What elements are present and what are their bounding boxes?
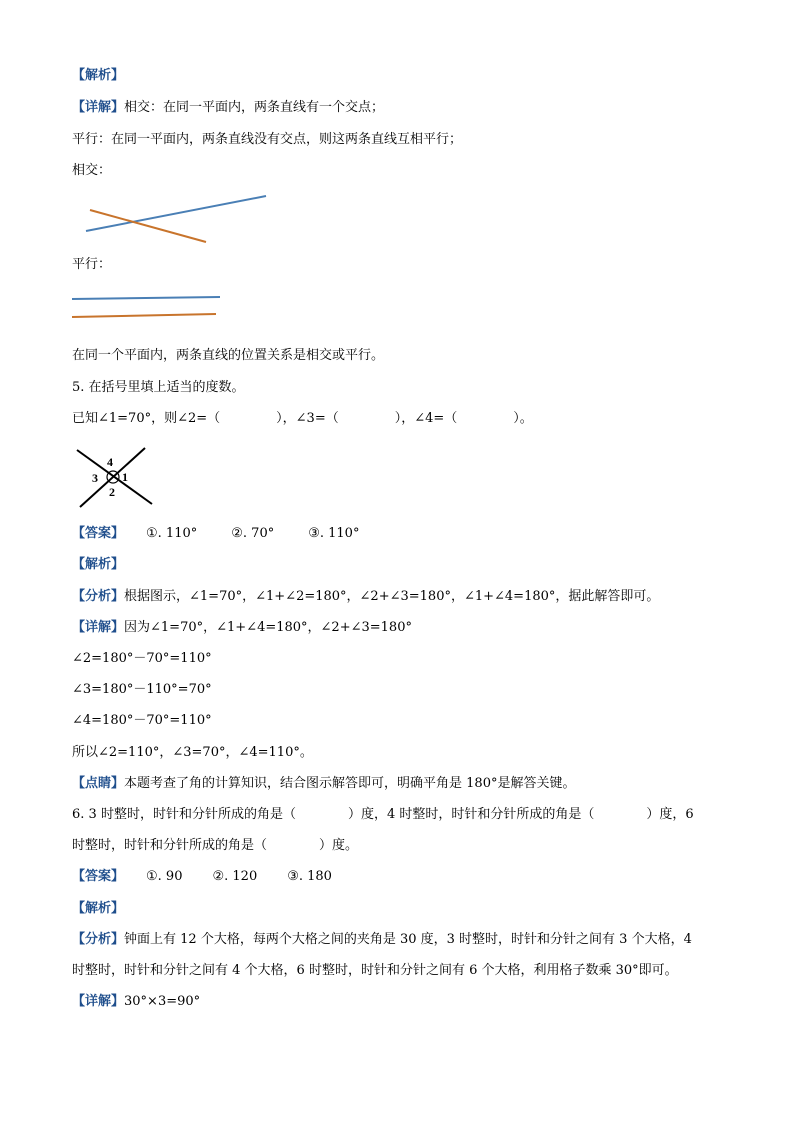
q6-xiangjie-line (72, 994, 200, 1010)
q5-answer-1: ①. 110° (146, 526, 198, 541)
q5-question: 5. 在括号里填上适当的度数。 (72, 380, 245, 395)
q6-fenxi-line-2: 时整时，时针和分针之间有 4 个大格，6 时整时，时针和分针之间有 6 个大格，利用格子数乘 30°即可。 (72, 963, 678, 978)
xiangjie-tag: 【详解】 (72, 994, 125, 1009)
q5-given-b: ），∠3=（ (276, 411, 339, 426)
q5-given-d: ）。 (513, 411, 533, 426)
angle-figure (72, 444, 158, 510)
pingxing-definition: 平行：在同一平面内，两条直线没有交点，则这两条直线互相平行； (72, 132, 463, 147)
q6-fenxi-text-1: 钟面上有 12 个大格，每两个大格之间的夹角是 30 度，3 时整时，时针和分针之间有 3 个大格，4 (124, 932, 692, 947)
q5-given-a: 已知∠1=70°，则∠2=（ (72, 411, 221, 426)
q5-given-line (72, 411, 533, 427)
xiangjie-tag: 【详解】 (72, 620, 125, 635)
xiangjie-tag: 【详解】 (72, 100, 125, 115)
q6-answer-1: ①. 90 (146, 869, 183, 884)
angle-label-1: 1 (122, 470, 128, 484)
q5-dianjing-text: 本题考查了角的计算知识，结合图示解答即可，明确平角是 180°是解答关键。 (124, 776, 576, 791)
q6-question-line-1 (72, 807, 694, 823)
answer-tag: 【答案】 (72, 869, 125, 884)
q5-so-line: 所以∠2=110°，∠3=70°，∠4=110°。 (72, 745, 313, 760)
q5-fenxi-text: 根据图示，∠1=70°，∠1+∠2=180°，∠2+∠3=180°，∠1+∠4=180°，据此解答即可。 (124, 589, 660, 604)
q6-fenxi-line-1 (72, 932, 692, 948)
q5-step-1: ∠2=180°－70°=110° (72, 651, 212, 666)
angle-label-4: 4 (107, 455, 113, 469)
q6-line2-b: ）度。 (319, 838, 359, 853)
q5-dianjing-line (72, 776, 575, 792)
q5-answer-3: ③. 110° (308, 526, 360, 541)
xiangjie-line (72, 100, 384, 116)
q5-answer-line (72, 526, 359, 542)
q6-answer-2: ②. 120 (212, 869, 258, 884)
q5-step-3: ∠4=180°－70°=110° (72, 713, 212, 728)
blue-parallel-line (72, 297, 220, 299)
q5-fenxi-line (72, 589, 659, 605)
conclusion-line: 在同一个平面内，两条直线的位置关系是相交或平行。 (72, 348, 385, 363)
q6-line1-c: ）度，6 (646, 807, 694, 822)
orange-parallel-line (72, 314, 216, 317)
q5-answer-2: ②. 70° (231, 526, 275, 541)
q6-line1-a: 6. 3 时整时，时针和分针所成的角是（ (72, 807, 296, 822)
q6-answer-3: ③. 180 (287, 869, 332, 884)
parallel-lines-figure (70, 290, 230, 324)
answer-tag: 【答案】 (72, 526, 125, 541)
q5-jiexi-heading: 【解析】 (72, 557, 125, 572)
q5-step-2: ∠3=180°－110°=70° (72, 682, 212, 697)
intersecting-lines-figure (80, 190, 280, 250)
q6-line1-b: ）度，4 时整时，时针和分针所成的角是（ (347, 807, 595, 822)
q5-xiangjie-text: 因为∠1=70°，∠1+∠4=180°，∠2+∠3=180° (124, 620, 412, 635)
q5-xiangjie-line (72, 620, 412, 636)
xiangjiao-label: 相交： (72, 163, 112, 178)
dianjing-tag: 【点睛】 (72, 776, 125, 791)
fenxi-tag: 【分析】 (72, 589, 125, 604)
xiangjie-text: 相交：在同一平面内，两条直线有一个交点； (124, 100, 385, 115)
fenxi-tag: 【分析】 (72, 932, 125, 947)
jiexi-heading: 【解析】 (72, 68, 125, 83)
q6-answer-line (72, 869, 332, 885)
angle-label-3: 3 (92, 471, 98, 485)
q6-jiexi-heading: 【解析】 (72, 901, 125, 916)
q6-xiangjie-text: 30°×3=90° (124, 994, 201, 1009)
q6-question-line-2 (72, 838, 358, 854)
angle-label-2: 2 (109, 485, 115, 499)
pingxing-label: 平行： (72, 257, 112, 272)
blue-intersecting-line (86, 196, 266, 231)
q6-line2-a: 时整时，时针和分针所成的角是（ (72, 838, 268, 853)
q5-given-c: ），∠4=（ (394, 411, 458, 426)
